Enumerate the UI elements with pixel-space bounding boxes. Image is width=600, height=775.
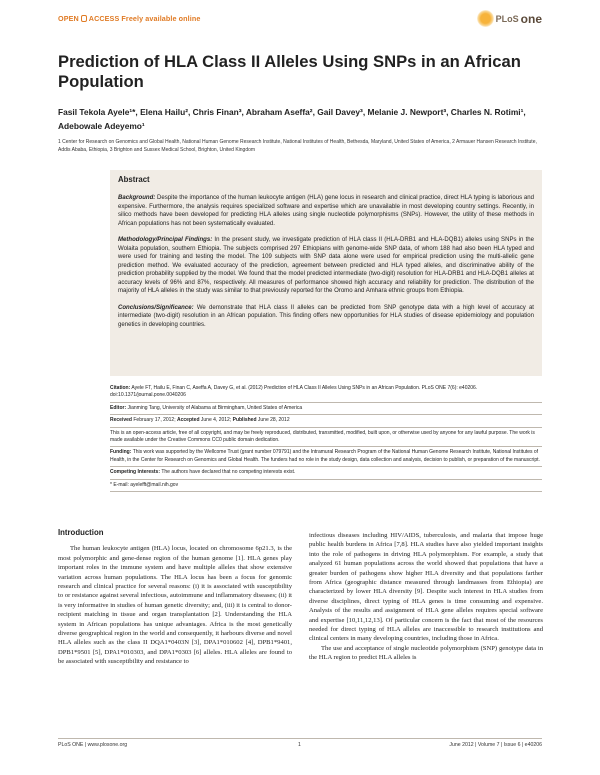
abstract-box: [110, 170, 542, 376]
sun-icon: [477, 10, 494, 27]
abstract-heading: Abstract: [118, 175, 150, 184]
license: This is an open-access article, free of all copyright, and may be freely reproduced, distributed, transmitted, modified, built upon, or otherwise used by anyone for any lawful purpose. The work is made available under the Creative Commons CC0 public domain dedication.: [110, 428, 542, 448]
affiliations: 1 Center for Research on Genomics and Global Health, National Human Genome Research Institute, National Institutes of Health, Bethesda, Maryland, United States of America, 2 Armauer Hansen Research Institute, Addis Ababa, Ethiopia, 3 Brighton and Sussex Medical School, Brighton, United Kingdom: [58, 139, 537, 153]
funding: Funding: This work was supported by the Wellcome Trust (grant number 079791) and the Intramural Research Program of the National Human Genome Research Institute, National Institutes of Health, in the Center for Research on Genomics and Global Health. The funders had no role in the study design, data collection and analysis, decision to publish, or preparation of the manuscript.: [110, 447, 542, 467]
citation: Citation: Ayele FT, Hailu E, Finan C, Aseffa A, Davey G, et al. (2012) Prediction of HLA Class II Alleles Using SNPs in an African Population. PLoS ONE 7(6): e40206. doi:10.1371/journal.pone.0040206: [110, 383, 542, 403]
email-link[interactable]: * E-mail: ayelefft@mail.nih.gov: [110, 481, 179, 488]
intro-paragraph-1: The human leukocyte antigen (HLA) locus, located on chromosome 6p21.3, is the most polymorphic and gene-dense region of the human genome [1]. HLA genes play important roles in the immune system and have multiple alleles that show extensive variation across human populations. The HLA locus has been a focus for genomic research and clinical practice for several reasons: (i) it is associated with susceptibility to or resistance against several infectious, autoimmune and inflammatory diseases; (ii) it is very informative in studies of human genetic diversity; and, (iii) it is central to donor-recipient matching in tissue and organ transplantation [2]. Understanding the HLA system in African populations has unique advantages. Africa is the most genetically diverse geographical region in the world and consequently, it harbours diverse and novel HLA alleles such as the class II DQA1*0403N [3], DPA1*010602 [4], DPB1*9401, DPB1*9501 [5], DPA1*010303, and DPA1*0303 [6] alleles. HLA alleles are found to be associated with susceptibility and resistance to: [58, 545, 292, 666]
open-lock-icon: [81, 15, 87, 22]
logo-one-text: one: [520, 11, 542, 26]
body-column-right: [309, 531, 543, 663]
email: [110, 480, 542, 492]
dates: Received February 17, 2012; Accepted June 4, 2012; Published June 28, 2012: [110, 415, 542, 427]
footer-issue: June 2012 | Volume 7 | Issue 6 | e40206: [449, 742, 542, 748]
competing-interests: Competing Interests: The authors have declared that no competing interests exist.: [110, 467, 542, 479]
abstract-methods: Methodology/Principal Findings: In the present study, we investigate prediction of HLA class II (HLA-DRB1 and HLA-DQB1) alleles using SNPs in the Wolaita population, southern Ethiopia. The subjects comprised 297 Ethiopians with genome-wide SNP data, of whom 188 had also been HLA typed and were used for training and testing the model. The 109 subjects with SNP data alone were used for empirical prediction using the multi-allelic gene prediction method. We evaluated accuracy of the prediction, agreement between predicted and HLA typed alleles, and discriminative ability of the prediction probability supplied by the model. We found that the model predicted intermediate (two-digit) resolution for HLA-DRB1 and HLA-DQB1 alleles at accuracy levels of 96% and 87%, respectively. All measures of performance showed high accuracy and reliability for prediction. The distribution of the majority of HLA alleles in the study was similar to that previously reported for the Oromo and Amhara ethnic groups from Ethiopia.: [118, 237, 534, 294]
article-metadata: [110, 383, 542, 492]
top-bar: [58, 10, 542, 30]
body-column-left: [58, 528, 292, 667]
intro-paragraph-2: The use and acceptance of single nucleotide polymorphism (SNP) genotype data in the HLA region to predict HLA alleles is: [309, 644, 543, 662]
page-number: 1: [298, 742, 301, 748]
logo-plos-text: PLoS: [495, 13, 519, 24]
article-title: Prediction of HLA Class II Alleles Using SNPs in an African Population: [58, 52, 521, 91]
page-footer: [58, 738, 542, 748]
open-access-label: OPEN ACCESS Freely available online: [58, 14, 201, 23]
author-list: Fasil Tekola Ayele¹*, Elena Hailu², Chris Finan³, Abraham Aseffa², Gail Davey³, Melanie J. Newport³, Charles N. Rotimi¹, Adebowale Adeyemo¹: [58, 107, 526, 131]
editor: Editor: Jianming Tang, University of Alabama at Birmingham, United States of America: [110, 403, 542, 415]
footer-journal: PLoS ONE | www.plosone.org: [58, 742, 128, 748]
plos-one-logo: [477, 10, 542, 27]
intro-paragraph-1-cont: infectious diseases including HIV/AIDS, tuberculosis, and malaria that impose huge public health burdens in Africa [7,8]. HLA studies have also yielded important insights into the role of pathogens in driving HLA polymorphism. For example, a study that analyzed 61 human populations across the world showed that populations that have a greater burden of pathogens show higher HLA diversity and that populations farther from Africa (geographic distance measured through landmasses from Ethiopia) are characterized by lower HLA diversity [9]. Despite such interest in HLA studies from diverse disciplines, direct typing of HLA genes is time consuming and expensive. Analysis of the results and assignment of HLA gene alleles requires special software and expertise [10,11,12,13]. Of particular concern is the fact that most of the resources needed for direct typing of HLA alleles are inaccessible to research institutions and clinical centers in many developing countries, including those in Africa.: [309, 532, 543, 643]
introduction-heading: Introduction: [58, 528, 104, 537]
abstract-background: Background: Despite the importance of the human leukocyte antigen (HLA) gene locus in research and clinical practice, direct HLA typing is laborious and expensive. Furthermore, the analysis requires specialized software and expertise which are unavailable in most developing country settings. Recently, in silico methods have been developed for predicting HLA alleles using single nucleotide polymorphisms (SNPs). However, the utility of these methods in African populations has not been systematically evaluated.: [118, 195, 534, 227]
abstract-conclusions: Conclusions/Significance: We demonstrate that HLA class II alleles can be predicted from SNP genotype data with a high level of accuracy at intermediate (two-digit) resolution in an African population. This finding offers new opportunities for HLA studies of disease epidemiology and population genetics in developing countries.: [118, 304, 534, 328]
